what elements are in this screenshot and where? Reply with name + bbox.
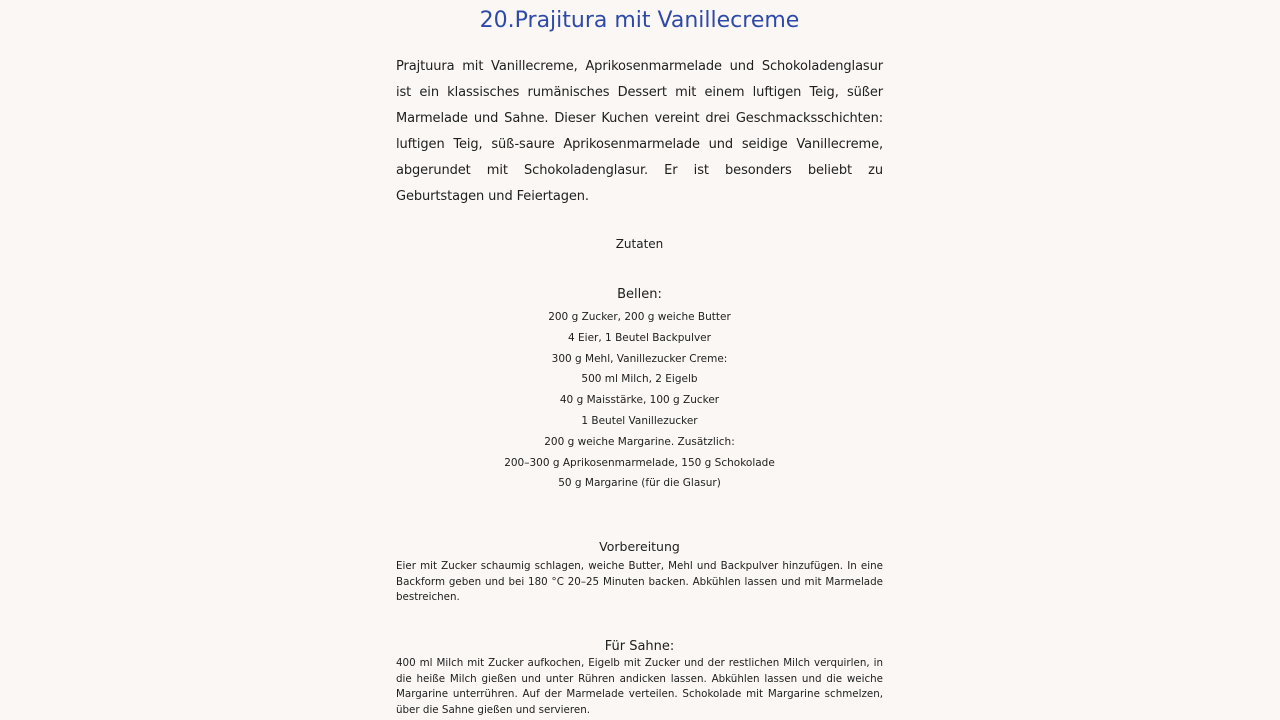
bellen-heading: Bellen: bbox=[617, 287, 662, 302]
ingredient-item: 50 g Margarine (für die Glasur) bbox=[558, 477, 721, 490]
ingredient-item: 200 g weiche Margarine. Zusätzlich: bbox=[544, 435, 735, 448]
sahne-text: 400 ml Milch mit Zucker aufkochen, Eigelb mit Zucker und der restlichen Milch verquirlen, in die heiße Milch gießen und unter Rühren andicken lassen. Abkühlen lassen und die weiche Margarine unterrühren. Auf der Marmelade verteilen. Schokolade mit Margarine schmelzen, über die Sahne gießen und servieren. bbox=[396, 657, 883, 717]
ingredients-heading: Zutaten bbox=[615, 237, 664, 251]
ingredient-item: 200 g Zucker, 200 g weiche Butter bbox=[548, 311, 731, 323]
recipe-intro: Prajtuura mit Vanillecreme, Aprikosenmarmelade und Schokoladenglasur ist ein klassisches rumänisches Dessert mit einem luftigen Teig, süßer Marmelade und Sahne. Dieser Kuchen vereint drei Geschmacksschichten: luftigen Teig, süß-saure Aprikosenmarmelade und seidige Vanillecreme, abgerundet mit Schokoladenglasur. Er ist besonders beliebt zu Geburtstagen und Feiertagen. bbox=[396, 59, 883, 204]
ingredient-item: 40 g Maisstärke, 100 g Zucker bbox=[559, 394, 720, 407]
recipe-title: 20.Prajitura mit Vanillecreme bbox=[479, 8, 800, 33]
ingredient-item: 300 g Mehl, Vanillezucker Creme: bbox=[551, 352, 728, 365]
ingredients-list bbox=[396, 307, 883, 494]
ingredient-item: 500 ml Milch, 2 Eigelb bbox=[581, 373, 698, 386]
preparation-text: Eier mit Zucker schaumig schlagen, weiche Butter, Mehl und Backpulver hinzufügen. In eine Backform geben und bei 180 °C 20–25 Minuten backen. Abkühlen lassen und mit Marmelade bestreichen. bbox=[396, 560, 883, 604]
preparation-heading: Vorbereitung bbox=[599, 539, 680, 554]
ingredient-item: 1 Beutel Vanillezucker bbox=[581, 414, 698, 427]
sahne-heading: Für Sahne: bbox=[604, 639, 675, 654]
ingredient-item: 200–300 g Aprikosenmarmelade, 150 g Schokolade bbox=[504, 456, 775, 469]
ingredient-item: 4 Eier, 1 Beutel Backpulver bbox=[568, 331, 711, 344]
